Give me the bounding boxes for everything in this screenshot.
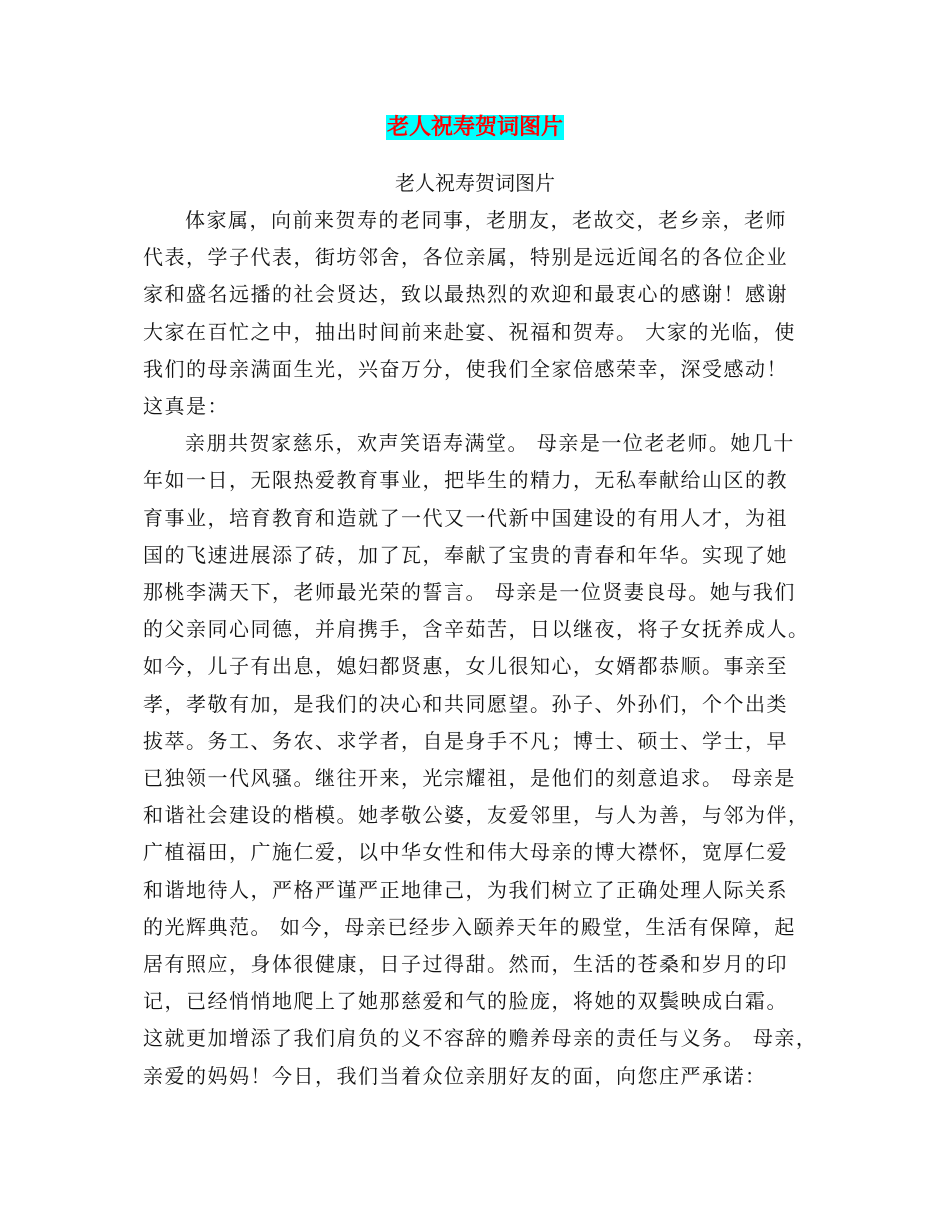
body-line: 家和盛名远播的社会贤达，致以最热烈的欢迎和最衷心的感谢！感谢 — [143, 282, 788, 307]
body-line: 亲朋共贺家慈乐，欢声笑语寿满堂。 母亲是一位老老师。她几十 — [185, 431, 795, 456]
body-line: 年如一日，无限热爱教育事业，把毕生的精力，无私奉献给山区的教 — [143, 468, 788, 493]
body-line: 孝，孝敬有加，是我们的决心和共同愿望。孙子、外孙们，个个出类 — [143, 691, 788, 716]
body-line: 的光辉典范。 如今，母亲已经步入颐养天年的殿堂，生活有保障，起 — [143, 914, 796, 939]
body-line: 和谐社会建设的楷模。她孝敬公婆，友爱邻里，与人为善，与邻为伴， — [143, 803, 810, 828]
document-subtitle: 老人祝寿贺词图片 — [395, 171, 555, 195]
body-line: 记，已经悄悄地爬上了她那慈爱和气的脸庞，将她的双鬓映成白霜。 — [143, 989, 788, 1014]
body-line: 大家在百忙之中，抽出时间前来赴宴、祝福和贺寿。 大家的光临，使 — [143, 319, 796, 344]
body-line: 广植福田，广施仁爱，以中华女性和伟大母亲的博大襟怀，宽厚仁爱 — [143, 840, 788, 865]
body-line: 我们的母亲满面生光，兴奋万分，使我们全家倍感荣幸，深受感动！ — [143, 356, 788, 381]
body-line: 拔萃。务工、务农、求学者，自是身手不凡；博士、硕士、学士，早 — [143, 728, 788, 753]
body-line: 代表，学子代表，街坊邻舍，各位亲属，特别是远近闻名的各位企业 — [143, 245, 788, 270]
body-line: 这就更加增添了我们肩负的义不容辞的赡养母亲的责任与义务。 母亲， — [143, 1026, 818, 1051]
body-line: 亲爱的妈妈！今日，我们当着众位亲朋好友的面，向您庄严承诺： — [143, 1063, 767, 1088]
body-line: 已独领一代风骚。继往开来，光宗耀祖，是他们的刻意追求。 母亲是 — [143, 766, 796, 790]
body-line: 育事业，培育教育和造就了一代又一代新中国建设的有用人才，为祖 — [143, 505, 788, 530]
document-title — [0, 111, 950, 145]
body-line: 这真是： — [143, 394, 229, 418]
body-line: 如今，儿子有出息，媳妇都贤惠，女儿很知心，女婿都恭顺。事亲至 — [143, 654, 788, 679]
body-line: 居有照应，身体很健康，日子过得甜。然而，生活的苍桑和岁月的印 — [143, 952, 788, 976]
body-line: 和谐地待人，严格严谨严正地律己，为我们树立了正确处理人际关系 — [143, 877, 788, 902]
body-line: 那桃李满天下，老师最光荣的誓言。 母亲是一位贤妻良母。她与我们 — [143, 580, 796, 604]
body-line: 的父亲同心同德，并肩携手，含辛茹苦，日以继夜，将子女抚养成人。 — [143, 617, 810, 642]
body-line: 国的飞速进展添了砖，加了瓦，奉献了宝贵的青春和年华。实现了她 — [143, 542, 788, 567]
document-title-text: 老人祝寿贺词图片 — [386, 115, 563, 140]
body-line: 体家属，向前来贺寿的老同事，老朋友，老故交，老乡亲，老师 — [185, 208, 787, 232]
